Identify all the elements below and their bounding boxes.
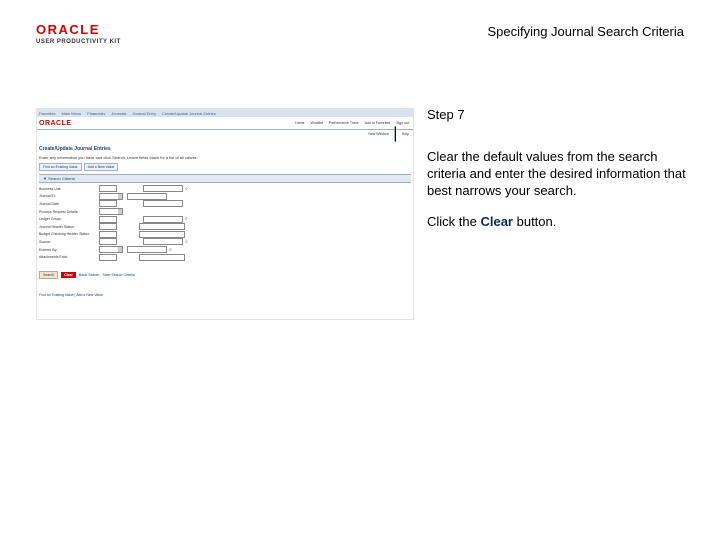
field-label: Entered By: (39, 247, 58, 252)
app-page-title: Create/Update Journal Entries (39, 146, 111, 152)
field-label: Attachments Exist: (39, 255, 68, 260)
field-value (143, 216, 183, 223)
app-header (37, 117, 413, 130)
operator-select (99, 223, 117, 230)
field-value (139, 231, 185, 238)
crumb-financials: Financials (87, 110, 106, 116)
criteria-row (39, 185, 413, 193)
crumb-journal-entry: Journal Entry (132, 110, 156, 116)
app-tabs (39, 163, 413, 171)
app-buttons (39, 271, 411, 279)
field-value (143, 238, 183, 245)
field-label: Ledger Group: (39, 217, 62, 222)
toolbar-help: Help (401, 132, 409, 136)
criteria-row (39, 231, 413, 239)
step-action (427, 214, 556, 229)
criteria-row (39, 208, 413, 216)
action-prefix: Click the (427, 214, 481, 229)
step-instruction: Clear the default values from the search criteria and enter the desired information that best narrows your search. (427, 149, 686, 198)
field-value (143, 185, 183, 192)
oracle-upk-logo (36, 24, 126, 46)
criteria-row (39, 253, 413, 261)
crumb-favorites: Favorites (39, 110, 56, 116)
app-toolbar: New Window | Help (368, 125, 409, 142)
field-label: Budget Checking Header Status: (39, 232, 90, 237)
criteria-row (39, 238, 413, 246)
operator-select (99, 231, 117, 238)
field-label: Business Unit: (39, 186, 62, 191)
operator-select (99, 254, 117, 261)
app-oracle-logo: ORACLE (39, 119, 72, 127)
criteria-row (39, 223, 413, 231)
operator-select (99, 238, 117, 245)
field-label: Source: (39, 239, 52, 244)
search-criteria-header: ▼ Search Criteria (39, 174, 411, 183)
operator-select (99, 200, 117, 207)
field-value (139, 223, 185, 230)
tab-find-existing: Find an Existing Value (39, 163, 82, 171)
app-footer-links: Find an Existing Value | Add a New Value (39, 292, 104, 297)
crumb-main-menu: Main Menu (61, 110, 82, 116)
action-target: Clear (480, 214, 513, 229)
clear-button[interactable]: Clear (61, 272, 76, 278)
operator-select (99, 193, 123, 200)
breadcrumb-bar (37, 109, 413, 117)
criteria-rows (39, 185, 413, 261)
field-label: Process Request Details: (39, 209, 79, 214)
field-value (143, 200, 183, 207)
operator-select (99, 208, 123, 215)
step-title: Step 7 (427, 107, 465, 122)
operator-select (99, 216, 117, 223)
field-label: Journal Header Status: (39, 224, 75, 229)
field-value (139, 254, 185, 261)
menu-sign-out: Sign out (396, 121, 409, 125)
crumb-create-update: Create/Update Journal Entries (161, 110, 216, 116)
lookup-icon: ⌕ (185, 185, 188, 192)
page-title: Specifying Journal Search Criteria (487, 24, 684, 39)
lookup-icon: ⌕ (169, 246, 172, 253)
criteria-row (39, 246, 413, 254)
menu-home: Home (295, 121, 305, 125)
menu-performance-trace: Performance Trace (328, 121, 359, 125)
toolbar-new-window: New Window (368, 132, 389, 136)
lookup-icon: ⌕ (185, 238, 188, 245)
field-value (127, 246, 167, 253)
action-suffix: button. (513, 214, 557, 229)
criteria-row (39, 215, 413, 223)
app-page-instruction: Enter any information you have and click Search. Leave fields blank for a list of all values. (39, 155, 198, 160)
search-button: Search (39, 271, 58, 279)
operator-select (99, 185, 117, 192)
field-label: Journal Date: (39, 201, 60, 206)
search-criteria-label: Search Criteria (48, 176, 75, 181)
crumb-journals: Journals (111, 110, 127, 116)
save-search-link: Save Search Criteria (102, 272, 135, 277)
field-label: Journal ID: (39, 194, 56, 199)
menu-worklist: Worklist (310, 121, 323, 125)
field-value (127, 193, 167, 200)
lookup-icon: ⌕ (185, 216, 188, 223)
criteria-row (39, 200, 413, 208)
upk-logo-subtitle: USER PRODUCTIVITY KIT (36, 39, 121, 45)
oracle-logo-word: ORACLE (36, 22, 100, 37)
application-screenshot (36, 108, 414, 320)
basic-search-link: Basic Search (78, 272, 100, 277)
criteria-row (39, 193, 413, 201)
menu-add-favorites: Add to Favorites (364, 121, 391, 125)
tab-add-new: Add a New Value (84, 163, 119, 171)
operator-select (99, 246, 123, 253)
